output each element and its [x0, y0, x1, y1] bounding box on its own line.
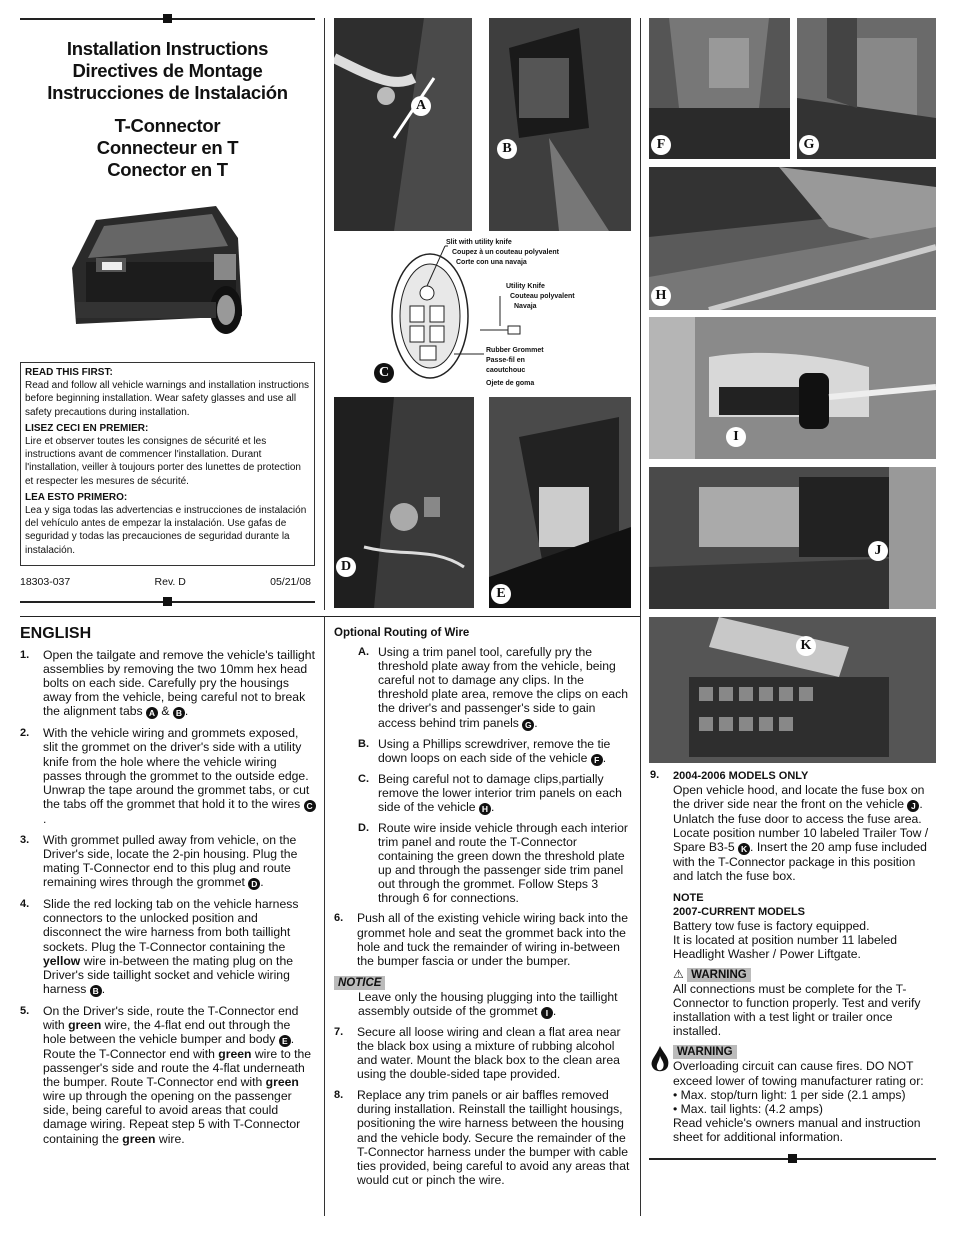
- photo-g: [797, 18, 936, 159]
- product-french: Connecteur en T: [96, 137, 239, 158]
- english-heading: ENGLISH: [20, 625, 92, 642]
- doc-info-rule-marker: [163, 597, 172, 606]
- photo-label-i: I: [726, 427, 746, 447]
- vehicle-photo: [66, 198, 251, 348]
- end-rule-marker: [788, 1154, 797, 1163]
- diagram-slit-es: Corte con una navaja: [456, 259, 527, 266]
- diagram-slit-fr: Coupez à un couteau polyvalent: [452, 249, 559, 256]
- photo-e: [489, 397, 631, 608]
- optional-step-a: A. Using a trim panel tool, carefully pry the threshold plate away from the vehicle, being careful not to damage any clips. In the threshold plate area, remove the clips on each the driver's and passenger's side to gain access behind trim panels G .: [358, 645, 628, 730]
- grommet-diagram: [380, 236, 590, 394]
- title-french: Directives de Montage: [72, 60, 263, 81]
- notice-block: NOTICE Leave only the housing plugging into the taillight assembly outside of the grommet I .: [334, 975, 630, 1019]
- diagram-knife-es: Navaja: [514, 303, 537, 310]
- ref-f-icon: F: [591, 754, 603, 766]
- step-5: 5. On the Driver's side, route the T-Connector end with green wire, the 4-flat end out through the hole between the vehicle bumper and body E . Route the T-Connector end with green wire to the passenger's side and route the 4-flat underneath the bumper. Route T-Connector end with green wire up through the opening on the passenger side, being careful to avoid areas that could damage wiring. Repeat step 5 with T-Connector containing the green wire.: [20, 1003, 312, 1146]
- read-first-fr-body: Lire et observer toutes les consignes de sécurité et les instructions avant de commencer l'installation. Durant l'installation, veiller à toujours porter des lunettes de protection et respecter les mesures de sécurité.: [25, 436, 301, 487]
- doc-date: 05/21/08: [270, 576, 311, 588]
- read-first-es-body: Lea y siga todas las advertencias e instrucciones de instalación del vehículo antes de empezar la instalación. Use gafas de seguridad y todas las precauciones de seguridad durante la instalación.: [25, 505, 307, 556]
- optional-step-d: D. Route wire inside vehicle through each interior trim panel and route the T-Connector containing the green down the threshold plate up and through the passenger side trim panel out through the grommet. Follow Steps 3 through 6 for connections.: [358, 820, 628, 906]
- photo-label-f: F: [651, 135, 671, 155]
- step-7: 7. Secure all loose wiring and clean a flat area near the black box using a mixture of rubbing alcohol and water. Mount the black box to the clean area using the double-sided tape provided.: [334, 1024, 621, 1082]
- diagram-knife-fr: Couteau polyvalent: [510, 293, 575, 300]
- step-8: 8. Replace any trim panels or air baffles removed during installation. Reinstall the taillight housings, positioning the wire harness between the housing and the vehicle body. Secure the remainder of the T-Connector harness under the bumper with cable ties provided, being careful to avoid any areas that would cut or pinch the wire.: [334, 1088, 630, 1187]
- title-spanish: Instrucciones de Instalación: [47, 82, 288, 103]
- ref-c-icon: C: [304, 800, 316, 812]
- fire-icon: [650, 1046, 670, 1074]
- read-first-es-heading: LEA ESTO PRIMERO:: [25, 491, 128, 503]
- step-2: 2. With the vehicle wiring and grommets exposed, slit the grommet on the driver's side with a utility knife from the hole where the vehicle wiring passes through the grommet to the outside edge. Unwrap the tape around the grommet tabs, or cut the tabs off the grommet that hold it to the wires C.: [20, 726, 316, 826]
- ref-b-icon: B: [173, 707, 185, 719]
- right-column: [650, 768, 936, 1144]
- ref-e-icon: E: [279, 1035, 291, 1047]
- photo-a: [334, 18, 472, 231]
- photo-b: [489, 18, 631, 231]
- column-divider-top: [324, 18, 325, 610]
- ref-h-icon: H: [479, 803, 491, 815]
- notice-tag: NOTICE: [334, 976, 385, 990]
- ref-i-icon: I: [541, 1007, 553, 1019]
- photo-label-h: H: [651, 286, 671, 306]
- optional-step-c: C. Being careful not to damage clips,partially remove the lower interior trim panels on each side of the vehicle H .: [358, 771, 622, 814]
- doc-info-row: [20, 576, 311, 588]
- title-english: Installation Instructions: [66, 38, 269, 59]
- photo-j: [649, 467, 936, 609]
- step-9: 9. 2004-2006 MODELS ONLY Open vehicle hood, and locate the fuse box on the driver side near the front on the vehicle J . Unlatch the fuse door to access the fuse area. Locate position number 10 labeled Trailer Tow / Spare B3-5 K . Insert the 20 amp fuse included with the T-Connector package in this position and latch the fuse box.: [650, 769, 929, 884]
- diagram-slit-en: Slit with utility knife: [446, 239, 512, 246]
- diagram-knife-en: Utility Knife: [506, 283, 545, 290]
- ref-d-icon: D: [248, 878, 260, 890]
- note-block: NOTE 2007-CURRENT MODELS Battery tow fuse is factory equipped. It is located at position number 11 labeled Headlight Washer / Power Liftgate.: [673, 891, 898, 961]
- section-rule: [20, 616, 640, 617]
- optional-heading: Optional Routing of Wire: [334, 627, 470, 639]
- photo-f: [649, 18, 790, 159]
- diagram-grommet-es: Ojete de goma: [486, 380, 535, 387]
- photo-k: [649, 617, 936, 763]
- revision: Rev. D: [154, 576, 186, 588]
- read-first-box: [20, 362, 315, 566]
- warning-tag-1: WARNING: [687, 968, 751, 982]
- optional-step-b: B. Using a Phillips screwdriver, remove the tie down loops on each side of the vehicle F .: [358, 736, 611, 765]
- column-divider-right: [640, 18, 641, 1216]
- ref-j-icon: J: [907, 800, 919, 812]
- photo-label-j: J: [868, 541, 888, 561]
- optional-column: [334, 626, 630, 1194]
- photo-label-g: G: [799, 135, 819, 155]
- photo-label-k: K: [796, 636, 816, 656]
- column-divider-bottom: [324, 616, 325, 1216]
- read-first-en-heading: READ THIS FIRST:: [25, 367, 113, 378]
- read-first-en-body: Read and follow all vehicle warnings and installation instructions before beginning installation. Wear safety glasses and use all safety precautions during installation.: [25, 380, 310, 418]
- read-first-fr-heading: LISEZ CECI EN PREMIER:: [25, 422, 149, 434]
- step-3: 3. With grommet pulled away from vehicle, on the Driver's side, locate the 2-pin housing. Plug the mating T-Connector end to this plug and route remaining wires through the grommet D .: [20, 832, 298, 890]
- ref-a-icon: A: [146, 707, 158, 719]
- diagram-grommet-en: Rubber Grommet: [486, 347, 544, 354]
- photo-d: [334, 397, 474, 608]
- top-rule-marker: [163, 14, 172, 23]
- photo-h: [649, 167, 936, 310]
- ref-b2-icon: B: [90, 985, 102, 997]
- english-column: [20, 624, 316, 1153]
- step-4: 4. Slide the red locking tab on the vehicle harness connectors to the unlocked position and disconnect the wire harness from both taillight sockets. Plug the T-Connector containing the yellow wire in-between the mating plug on the Driver's side taillight socket and vehicle wiring harness B .: [20, 897, 299, 996]
- photo-label-e: E: [491, 584, 511, 604]
- warning-block-2: WARNING Overloading circuit can cause fires. DO NOT exceed lower of towing manufacturer rating or: • Max. stop/turn light: 1 per side (2.1 amps) • Max. tail lights: (4.2 amps) Read vehicle's owners manual and instruction sheet for additional information.: [650, 1044, 936, 1144]
- ref-g-icon: G: [522, 719, 534, 731]
- warning-block-1: ⚠ WARNING All connections must be complete for the T-Connector to function properly. Test and verify installation with a test light or trailer once installed.: [673, 967, 921, 1039]
- diagram-grommet-fr1: Passe-fil en: [486, 357, 525, 364]
- photo-label-c: C: [374, 363, 394, 383]
- step-6: 6. Push all of the existing vehicle wiring back into the grommet hole and seat the grommet back into the hole and tuck the remainder of wiring in-between the bumper fascia or under the bumper.: [334, 911, 628, 968]
- product-english: T-Connector: [114, 115, 221, 136]
- photo-i: [649, 317, 936, 459]
- product-spanish: Conector en T: [107, 159, 228, 180]
- photo-label-d: D: [336, 557, 356, 577]
- diagram-grommet-fr2: caoutchouc: [486, 367, 526, 374]
- photo-label-b: B: [497, 139, 517, 159]
- title-block: [20, 38, 315, 181]
- photo-label-a: A: [411, 96, 431, 116]
- warning-triangle-icon: ⚠: [673, 967, 684, 982]
- part-number: 18303-037: [20, 576, 71, 588]
- warning-tag-2: WARNING: [673, 1045, 737, 1059]
- ref-k-icon: K: [738, 843, 750, 855]
- step-1: 1. Open the tailgate and remove the vehicle's taillight assemblies by removing the two 10mm hex head bolts on each side. Carefully pry the housings away from the vehicle, being careful not to break the alignment tabs A & B .: [20, 648, 315, 719]
